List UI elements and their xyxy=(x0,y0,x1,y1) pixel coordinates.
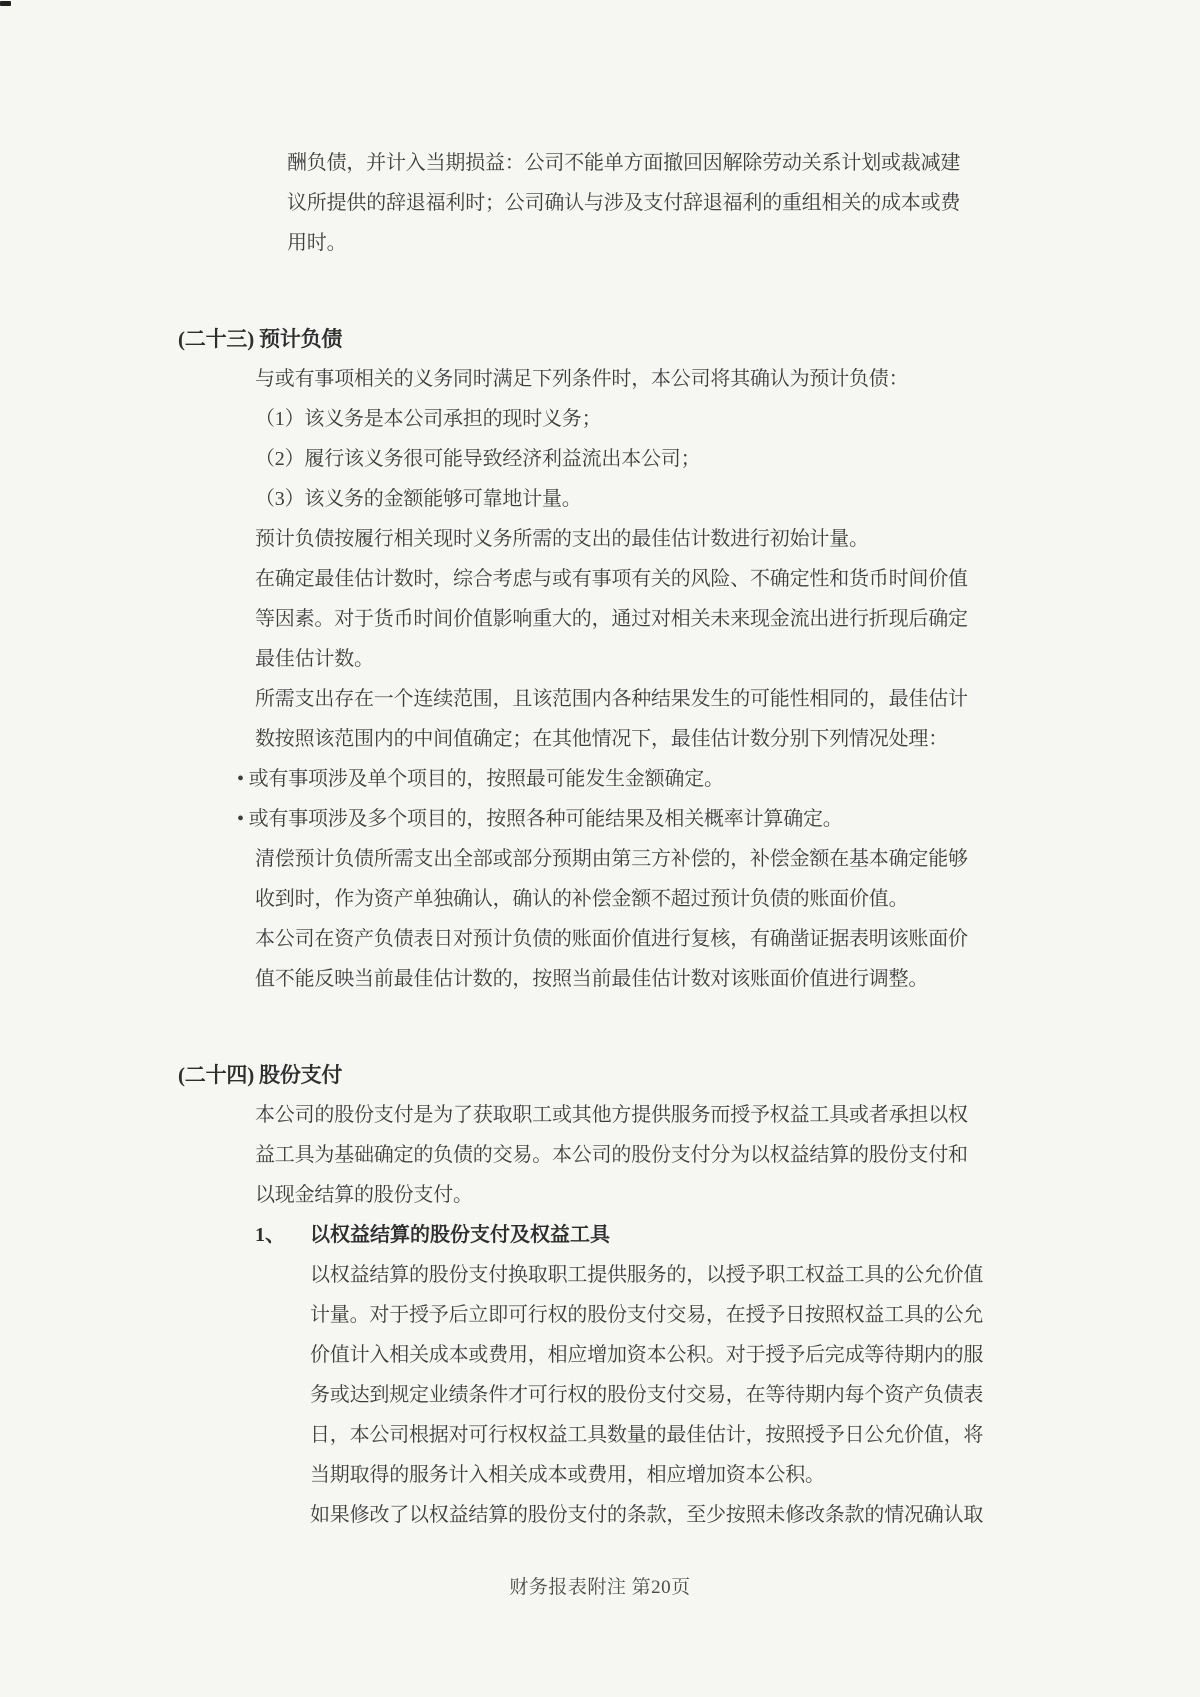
text-line: （2）履行该义务很可能导致经济利益流出本公司； xyxy=(255,448,701,470)
text-line: （1）该义务是本公司承担的现时义务； xyxy=(255,408,602,430)
text-line: • 或有事项涉及单个项目的，按照最可能发生金额确定。 xyxy=(237,768,724,790)
text-line: 当期取得的服务计入相关成本或费用，相应增加资本公积。 xyxy=(310,1464,825,1486)
block-section-body xyxy=(0,1095,1200,1215)
text-line: 用时。 xyxy=(287,232,347,254)
text-line: （3）该义务的金额能够可靠地计量。 xyxy=(255,488,582,510)
text-line: 等因素。对于货币时间价值影响重大的，通过对相关未来现金流出进行折现后确定 xyxy=(255,608,968,630)
page-footer: 财务报表附注 第20页 xyxy=(509,1577,691,1598)
text-line: 以现金结算的股份支付。 xyxy=(255,1184,473,1206)
text-line: 以权益结算的股份支付换取职工提供服务的，以授予职工权益工具的公允价值 xyxy=(310,1264,984,1286)
block-section-heading xyxy=(0,319,1200,359)
section-heading-text: (二十四) 股份支付 xyxy=(178,1063,343,1087)
block-numbered-heading xyxy=(255,1215,1200,1255)
text-line: 务或达到规定业绩条件才可行权的股份支付交易，在等待期内每个资产负债表 xyxy=(310,1384,984,1406)
text-line: 酬负债，并计入当期损益：公司不能单方面撤回因解除劳动关系计划或裁减建 xyxy=(287,152,961,174)
content xyxy=(0,143,1200,1535)
text-line: 本公司的股份支付是为了获取职工或其他方提供服务而授予权益工具或者承担以权 xyxy=(255,1104,968,1126)
list-number: 1、 xyxy=(255,1224,285,1246)
text-line: 清偿预计负债所需支出全部或部分预期由第三方补偿的，补偿金额在基本确定能够 xyxy=(255,848,968,870)
block-section-body xyxy=(0,359,1200,999)
text-line: 收到时，作为资产单独确认，确认的补偿金额不超过预计负债的账面价值。 xyxy=(255,888,909,910)
text-line: 最佳估计数。 xyxy=(255,648,374,670)
heading-text: 以权益结算的股份支付及权益工具 xyxy=(310,1224,610,1246)
scan-artifact xyxy=(0,1,11,6)
text-line: 与或有事项相关的义务同时满足下列条件时，本公司将其确认为预计负债： xyxy=(255,368,909,390)
text-line: 价值计入相关成本或费用，相应增加资本公积。对于授予后完成等待期内的服 xyxy=(310,1344,984,1366)
text-line: • 或有事项涉及多个项目的，按照各种可能结果及相关概率计算确定。 xyxy=(237,808,843,830)
block-sub-body xyxy=(0,1255,1200,1535)
text-line: 所需支出存在一个连续范围，且该范围内各种结果发生的可能性相同的，最佳估计 xyxy=(255,688,968,710)
block-continuation xyxy=(0,143,1200,263)
text-line: 日，本公司根据对可行权权益工具数量的最佳估计，按照授予日公允价值，将 xyxy=(310,1424,984,1446)
text-line: 议所提供的辞退福利时；公司确认与涉及支付辞退福利的重组相关的成本或费 xyxy=(287,192,961,214)
text-line: 数按照该范围内的中间值确定；在其他情况下，最佳估计数分别下列情况处理： xyxy=(255,728,948,750)
text-line: 计量。对于授予后立即可行权的股份支付交易，在授予日按照权益工具的公允 xyxy=(310,1304,984,1326)
text-line: 益工具为基础确定的负债的交易。本公司的股份支付分为以权益结算的股份支付和 xyxy=(255,1144,968,1166)
text-line: 预计负债按履行相关现时义务所需的支出的最佳估计数进行初始计量。 xyxy=(255,528,869,550)
section-heading-text: (二十三) 预计负债 xyxy=(178,327,343,351)
text-line: 在确定最佳估计数时，综合考虑与或有事项有关的风险、不确定性和货币时间价值 xyxy=(255,568,968,590)
text-line: 本公司在资产负债表日对预计负债的账面价值进行复核，有确凿证据表明该账面价 xyxy=(255,928,968,950)
block-section-heading xyxy=(0,1055,1200,1095)
text-line: 如果修改了以权益结算的股份支付的条款，至少按照未修改条款的情况确认取 xyxy=(310,1504,984,1526)
text-line: 值不能反映当前最佳估计数的，按照当前最佳估计数对该账面价值进行调整。 xyxy=(255,968,929,990)
